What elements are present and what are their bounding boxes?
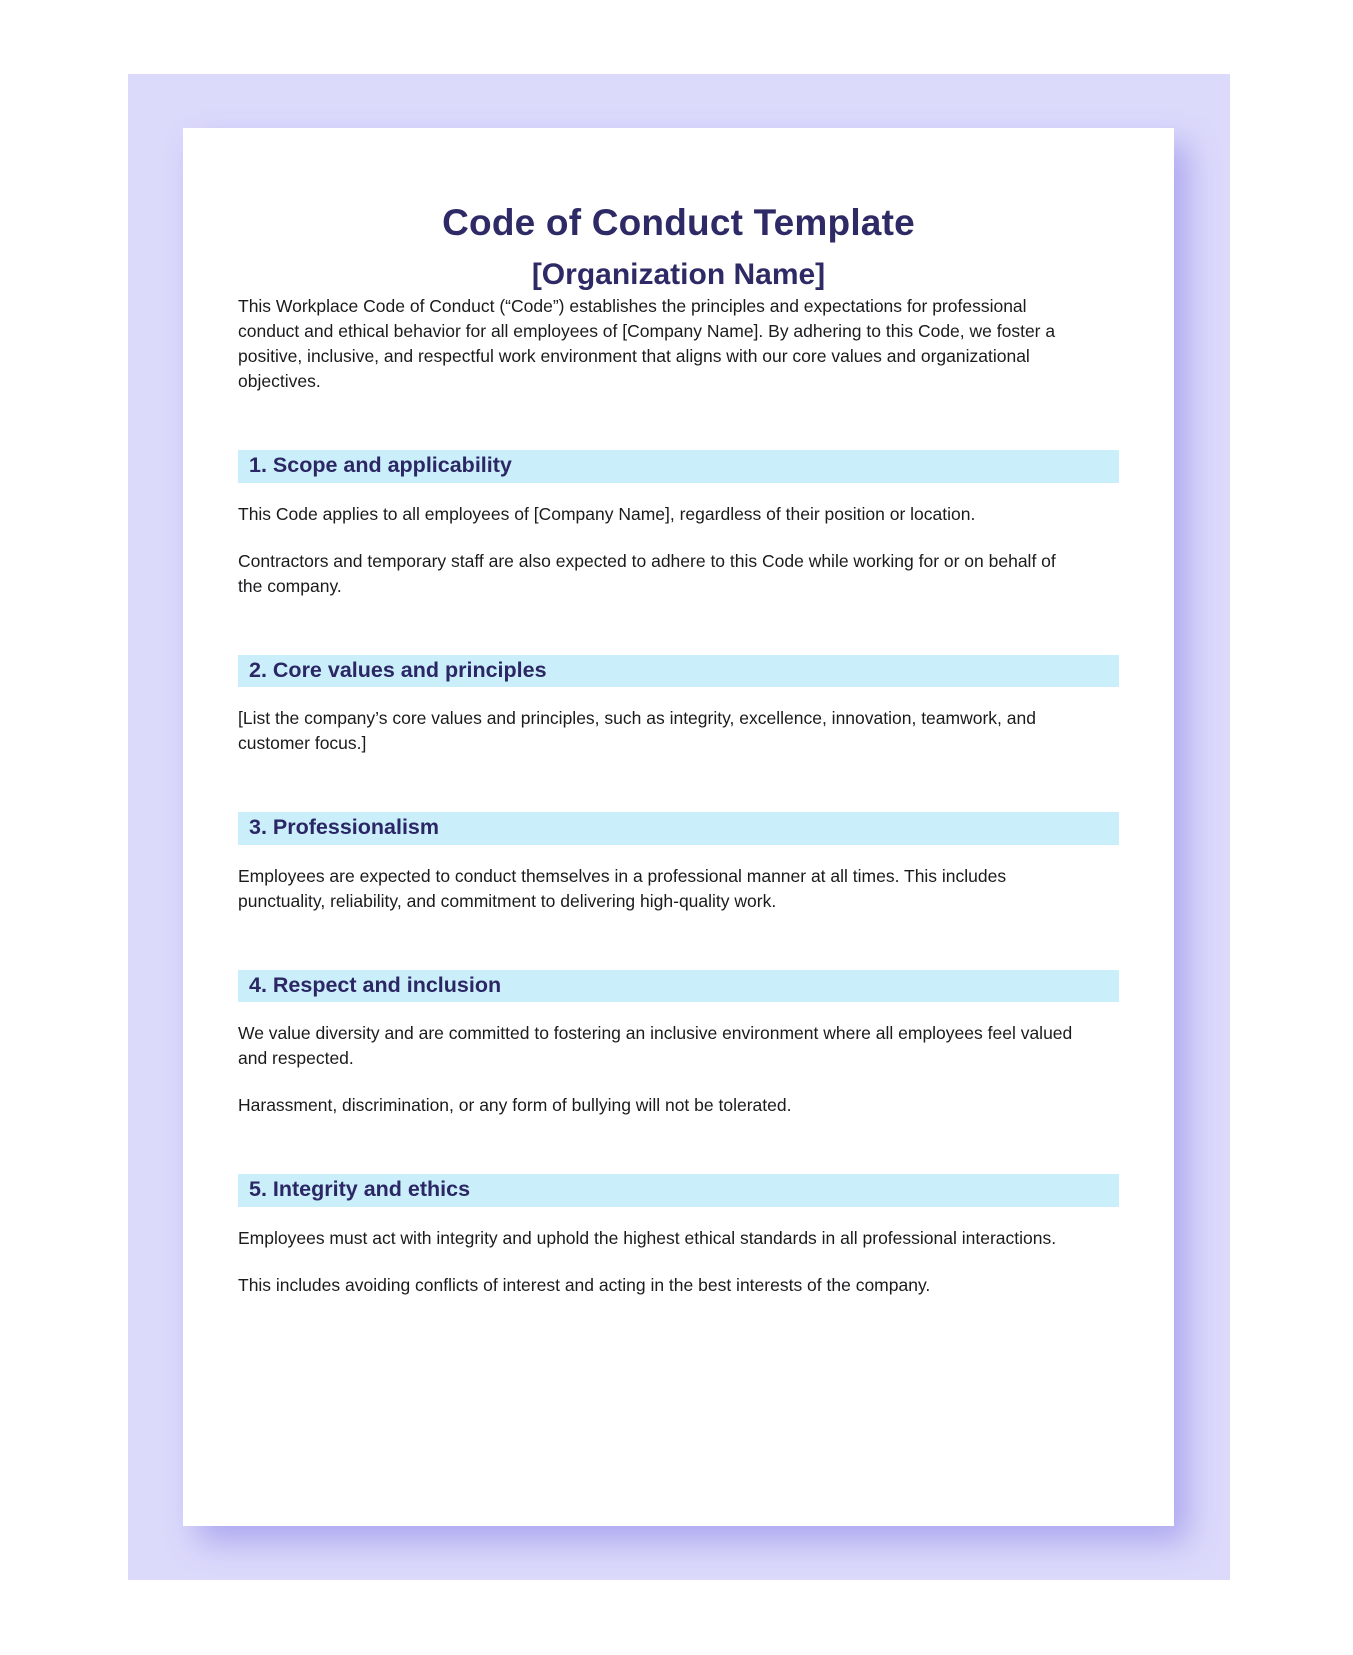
body-paragraph: This Code applies to all employees of [Company Name], regardless of their position or location. — [238, 503, 976, 524]
page-title: Code of Conduct Template — [442, 202, 915, 243]
section-heading-scope-and-applicability: 1. Scope and applicability — [238, 450, 1119, 483]
intro-paragraph: This Workplace Code of Conduct (“Code”) establishes the principles and expectations for professional conduct and ethical behavior for all employees of [Company Name]. By adhering to this Code, we foster a positive, inclusive, and respectful work environment that aligns with our core values and organizational objectives. — [238, 296, 1056, 391]
body-paragraph: Contractors and temporary staff are also expected to adhere to this Code while working for or on behalf of the company. — [238, 550, 1056, 596]
document-content — [183, 128, 1174, 1298]
body-paragraph: [List the company’s core values and principles, such as integrity, excellence, innovation, teamwork, and customer focus.] — [238, 708, 1036, 753]
body-paragraph: Harassment, discrimination, or any form of bullying will not be tolerated. — [238, 1095, 792, 1115]
section-heading-core-values-and-principles: 2. Core values and principles — [238, 655, 1119, 688]
section-heading-respect-and-inclusion: 4. Respect and inclusion — [238, 970, 1119, 1003]
document-page — [183, 128, 1174, 1526]
body-paragraph: Employees must act with integrity and uphold the highest ethical standards in all professional interactions. — [238, 1227, 1057, 1248]
section-heading-integrity-and-ethics: 5. Integrity and ethics — [238, 1174, 1119, 1207]
page-subtitle: [Organization Name] — [531, 258, 826, 291]
body-paragraph: We value diversity and are committed to fostering an inclusive environment where all employees feel valued and respected. — [238, 1023, 1073, 1068]
section-heading-professionalism: 3. Professionalism — [238, 812, 1119, 845]
body-paragraph: Employees are expected to conduct themselves in a professional manner at all times. This includes punctuality, reliability, and commitment to delivering high-quality work. — [238, 865, 1007, 911]
body-paragraph: This includes avoiding conflicts of interest and acting in the best interests of the company. — [238, 1274, 931, 1295]
